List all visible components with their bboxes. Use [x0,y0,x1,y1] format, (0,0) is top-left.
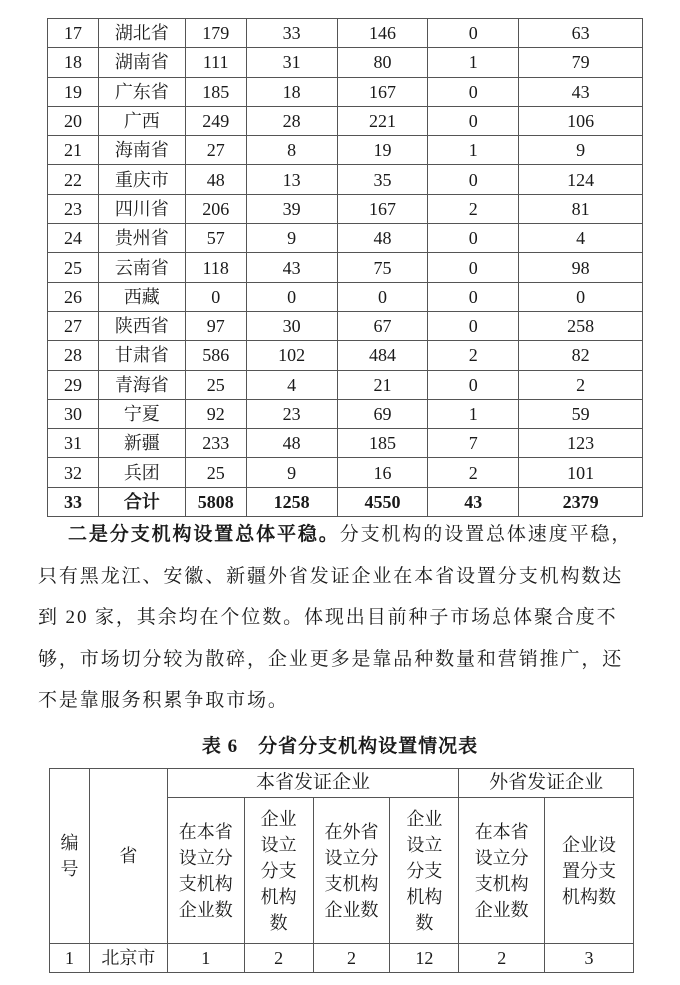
table-cell: 118 [185,253,246,282]
table-cell: 湖北省 [98,19,185,48]
header-subcolumn-line: 支机构 [178,873,233,894]
table-cell: 586 [185,341,246,370]
header-subcolumn-line: 企业数 [474,899,529,920]
table-cell: 249 [185,106,246,135]
table-cell: 27 [185,136,246,165]
table-cell: 甘肃省 [98,341,185,370]
table-cell: 30 [246,311,337,340]
table-cell: 43 [519,77,643,106]
table-cell: 258 [519,311,643,340]
header-subcolumn-line: 在本省 [178,821,233,842]
table-cell: 18 [48,48,99,77]
header-number-line: 编 [60,833,79,853]
table-cell: 81 [519,194,643,223]
table-cell: 20 [48,106,99,135]
table-cell: 29 [48,370,99,399]
table-cell: 98 [519,253,643,282]
header-subcolumn-line: 机构数 [562,886,617,907]
table-cell: 7 [428,429,519,458]
header-subcolumn-line: 机构 [406,886,443,907]
branch-setup-table [49,768,634,973]
table-cell: 0 [428,282,519,311]
header-subcolumn-line: 企业 [406,808,443,829]
table-row [48,19,643,48]
table-cell: 25 [185,458,246,487]
header-subcolumn [390,798,459,944]
table-cell: 0 [428,165,519,194]
header-subcolumn-line: 设立分 [324,847,379,868]
table-cell: 2 [459,944,545,973]
table-cell: 59 [519,399,643,428]
header-subcolumn-line: 设立分 [474,847,529,868]
table-cell: 185 [337,429,428,458]
table-cell: 0 [428,77,519,106]
table-cell: 4 [519,224,643,253]
table-cell: 12 [390,944,459,973]
table-cell: 2379 [519,487,643,516]
table-cell: 2 [428,194,519,223]
header-group-other: 外省发证企业 [459,769,634,798]
table-cell: 1 [167,944,244,973]
table-cell: 海南省 [98,136,185,165]
table-cell: 30 [48,399,99,428]
header-subcolumn-line: 企业数 [178,899,233,920]
table-cell: 80 [337,48,428,77]
table-cell: 92 [185,399,246,428]
table-cell: 1 [428,48,519,77]
table-cell: 2 [428,341,519,370]
header-subcolumn-line: 设立 [260,834,297,855]
table-row [48,253,643,282]
table-cell: 0 [519,282,643,311]
table-cell: 167 [337,77,428,106]
table-row [50,944,634,973]
paragraph-line: 分支机构的设置总体速度平稳， [339,524,633,545]
header-group-local: 本省发证企业 [167,769,458,798]
table-cell: 63 [519,19,643,48]
table-cell: 179 [185,19,246,48]
table-cell: 0 [428,19,519,48]
table-cell: 18 [246,77,337,106]
table-cell: 广东省 [98,77,185,106]
table-cell: 0 [428,370,519,399]
table-cell: 33 [246,19,337,48]
table-caption: 表 6 分省分支机构设置情况表 [201,736,479,757]
table-cell: 广西 [98,106,185,135]
table-cell: 167 [337,194,428,223]
table-cell: 33 [48,487,99,516]
table-cell: 2 [313,944,390,973]
header-subcolumn [459,798,545,944]
paragraph-line: 够，市场切分较为散碎，企业更多是靠品种数量和营销推广，还 [38,648,624,670]
table-cell: 82 [519,341,643,370]
table-cell: 23 [246,399,337,428]
table-cell: 贵州省 [98,224,185,253]
header-subcolumn-line: 企业设 [562,834,617,855]
table-cell: 101 [519,458,643,487]
header-subcolumn-line: 分支 [260,860,297,881]
table-cell: 123 [519,429,643,458]
header-subcolumn-line: 机构 [260,886,297,907]
table-cell: 28 [246,106,337,135]
table-cell: 四川省 [98,194,185,223]
table-cell: 102 [246,341,337,370]
table-cell: 2 [244,944,313,973]
table-row [48,370,643,399]
header-subcolumn [313,798,390,944]
table-cell: 25 [48,253,99,282]
table-cell: 新疆 [98,429,185,458]
header-subcolumn-line: 设立分 [178,847,233,868]
table-row [48,136,643,165]
header-subcolumn-line: 企业数 [324,899,379,920]
table-cell: 云南省 [98,253,185,282]
table-cell: 1 [428,399,519,428]
table-row [48,106,643,135]
header-number-line: 号 [60,859,79,879]
table-cell: 兵团 [98,458,185,487]
table-cell: 43 [428,487,519,516]
table-cell: 19 [48,77,99,106]
paragraph-line: 到 20 家，其余均在个位数。体现出目前种子市场总体聚合度不 [38,607,618,628]
table-cell: 43 [246,253,337,282]
table-cell: 23 [48,194,99,223]
table-row [48,165,643,194]
table-row [48,224,643,253]
table-cell: 97 [185,311,246,340]
table-cell: 8 [246,136,337,165]
table-cell: 48 [185,165,246,194]
table-cell: 4550 [337,487,428,516]
table-row [48,341,643,370]
header-subcolumn [545,798,634,944]
table-cell: 206 [185,194,246,223]
table-cell: 484 [337,341,428,370]
table-row [48,311,643,340]
table-cell: 67 [337,311,428,340]
table-cell: 48 [246,429,337,458]
header-subcolumn-line: 支机构 [474,873,529,894]
table-cell: 17 [48,19,99,48]
table-cell: 青海省 [98,370,185,399]
table-cell: 9 [246,224,337,253]
table-cell: 32 [48,458,99,487]
table-row [48,282,643,311]
table-cell: 48 [337,224,428,253]
table-cell: 陕西省 [98,311,185,340]
table-cell: 233 [185,429,246,458]
table-cell: 79 [519,48,643,77]
header-subcolumn-line: 数 [269,912,288,933]
paragraph-line: 不是靠服务积累争取市场。 [38,690,289,711]
table-cell: 9 [246,458,337,487]
body-paragraph [38,514,650,722]
table-cell: 4 [246,370,337,399]
header-subcolumn-line: 分支 [406,860,443,881]
table-cell: 1258 [246,487,337,516]
table-cell: 0 [337,282,428,311]
table-row [48,194,643,223]
table-cell: 湖南省 [98,48,185,77]
table-cell: 16 [337,458,428,487]
table-row [48,458,643,487]
table-cell: 75 [337,253,428,282]
header-subcolumn-line: 设立 [406,834,443,855]
table-cell: 28 [48,341,99,370]
table-cell: 39 [246,194,337,223]
header-province: 省 [89,769,167,944]
header-subcolumn-line: 数 [415,912,434,933]
table-cell: 合计 [98,487,185,516]
table-cell: 22 [48,165,99,194]
table-cell: 1 [50,944,90,973]
table-cell: 0 [428,253,519,282]
table-cell: 北京市 [89,944,167,973]
table-cell: 27 [48,311,99,340]
table-cell: 1 [428,136,519,165]
table-cell: 2 [428,458,519,487]
header-subcolumn-line: 支机构 [324,873,379,894]
table-row [48,48,643,77]
table-cell: 0 [428,311,519,340]
table-cell: 25 [185,370,246,399]
paragraph-line: 只有黑龙江、安徽、新疆外省发证企业在本省设置分支机构数达 [38,565,624,587]
table-cell: 31 [48,429,99,458]
table-cell: 69 [337,399,428,428]
table-cell: 21 [48,136,99,165]
paragraph-lead: 二是分支机构设置总体平稳。 [68,524,340,545]
table-cell: 西藏 [98,282,185,311]
table-cell: 24 [48,224,99,253]
header-subcolumn-line: 在本省 [474,821,529,842]
table-cell: 185 [185,77,246,106]
table-row [48,487,643,516]
table-row [48,429,643,458]
province-enterprise-table [47,18,643,517]
table-cell: 221 [337,106,428,135]
table-cell: 重庆市 [98,165,185,194]
table-cell: 5808 [185,487,246,516]
table-cell: 111 [185,48,246,77]
table-cell: 2 [519,370,643,399]
table-cell: 146 [337,19,428,48]
table-cell: 0 [246,282,337,311]
header-subcolumn-line: 在外省 [324,821,379,842]
table-cell: 宁夏 [98,399,185,428]
table-cell: 0 [428,224,519,253]
table-cell: 13 [246,165,337,194]
table-cell: 26 [48,282,99,311]
table-row [48,399,643,428]
header-subcolumn [167,798,244,944]
header-subcolumn-line: 置分支 [562,860,617,881]
header-subcolumn-line: 企业 [260,808,297,829]
header-subcolumn [244,798,313,944]
header-number [50,769,90,944]
table-cell: 19 [337,136,428,165]
table-cell: 0 [185,282,246,311]
table-cell: 0 [428,106,519,135]
table-cell: 106 [519,106,643,135]
table-cell: 57 [185,224,246,253]
table-cell: 35 [337,165,428,194]
table-row [48,77,643,106]
table-cell: 3 [545,944,634,973]
table-cell: 9 [519,136,643,165]
table-cell: 21 [337,370,428,399]
table-cell: 31 [246,48,337,77]
table-cell: 124 [519,165,643,194]
